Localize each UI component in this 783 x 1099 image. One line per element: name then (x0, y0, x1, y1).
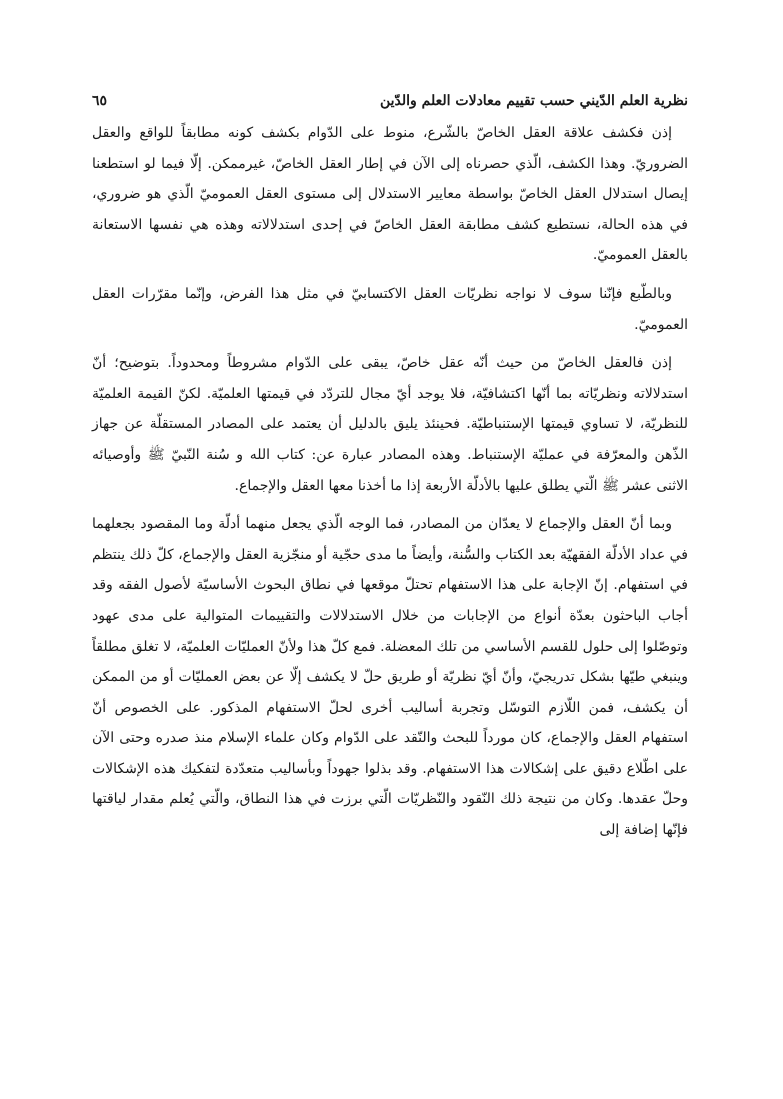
body-text (92, 118, 688, 846)
running-header (92, 88, 688, 114)
paragraph-2: وبالطّبع فإنّنا سوف لا نواجه نظريّات العقل الاكتسابيّ في مثل هذا الفرض، وإنّما مقرّرات العقل العموميّ. (92, 285, 688, 333)
running-title: نظرية العلم الدّيني حسب تقييم معادلات العلم والدّين (379, 93, 688, 109)
paragraph-1: إذن فكشف علاقة العقل الخاصّ بالشّرع، منوط على الدّوام بكشف كونه مطابقاً للواقع والعقل الضروريّ. وهذا الكشف، الّذي حصرناه إلى الآن في إطار العقل الخاصّ، غيرممكن. إلّا فيما لو استطعنا إيصال استدلال العقل الخاصّ بواسطة معايير الاستدلال إلى مستوى العقل العموميّ الّذي هو ضروري، في هذه الحالة، نستطيع كشف مطابقة العقل الخاصّ في إحدى استدلالاته وهذه هي نفسها الاستعانة بالعقل العموميّ. (92, 125, 688, 264)
paragraph-4: وبما أنّ العقل والإجماع لا يعدّان من المصادر، فما الوجه الّذي يجعل منهما أدلّة وما المقصود بجعلهما في عداد الأدلّة الفقهيّة بعد الكتاب والسُّنة، وأيضاً ما مدى حجّية أو منجّزية العقل والإجماع، كلّ ذلك ينتظم في استفهام. إنّ الإجابة على هذا الاستفهام تحتلّ موقعها في نطاق البحوث الأساسيّة لأصول الفقه وقد أجاب الباحثون بعدّة أنواع من الإجابات من خلال الاستدلالات والتقييمات المتوالية على مدى عهود وتوصّلوا إلى حلول للقسم الأساسي من تلك المعضلة. فمع كلّ هذا ولأنّ العمليّات العلميّة، لا تغلق مطلقاً وينبغي طيّها بشكل تدريجيّ، وأنّ أيّ نظريّة أو طريق حلّ لا يكشف إلّا عن بعض العمليّات أو من الممكن أن يكشف، فمن اللّازم التوسّل وتجربة أساليب أخرى لحلّ الاستفهام المذكور. على الخصوص أنّ استفهام العقل والإجماع، كان مورداً للبحث والنّقد على الدّوام وكان علماء الإسلام منذ صدره وحتى الآن على اطّلاع دقيق على إشكالات هذا الاستفهام. وقد بذلوا جهوداً وبأساليب متعدّدة لتفكيك هذه الإشكالات وحلّ عقدها. وكان من نتيجة ذلك النّقود والنّظريّات الّتي برزت في هذا النطاق، والّتي يُعلم مقدار لياقتها فإنّها إضافة إلى (92, 516, 688, 839)
page-number: ٦٥ (92, 93, 108, 109)
paragraph-3: إذن فالعقل الخاصّ من حيث أنّه عقل خاصّ، يبقى على الدّوام مشروطاً ومحدوداً. بتوضيح؛ أنّ استدلالاته ونظريّاته بما أنّها اكتشافيّة، فلا يوجد أيّ مجال للتردّد في قيمتها العلميّة. لكنّ القيمة العلميّة للنظريّة، لا تساوي قيمتها الإستنباطيّة. فحينئذ يليق بالدليل أن يعتمد على المصادر المستقلّة عن جهاز الذّهن والمعرّفة في عمليّة الإستنباط. وهذه المصادر عبارة عن: كتاب الله و سُنة النّبيّ ﷺ وأوصيائه الاثنى عشر ﷺ الّتي يطلق عليها بالأدلّة الأربعة إذا ما أخذنا معها العقل والإجماع. (92, 355, 688, 494)
